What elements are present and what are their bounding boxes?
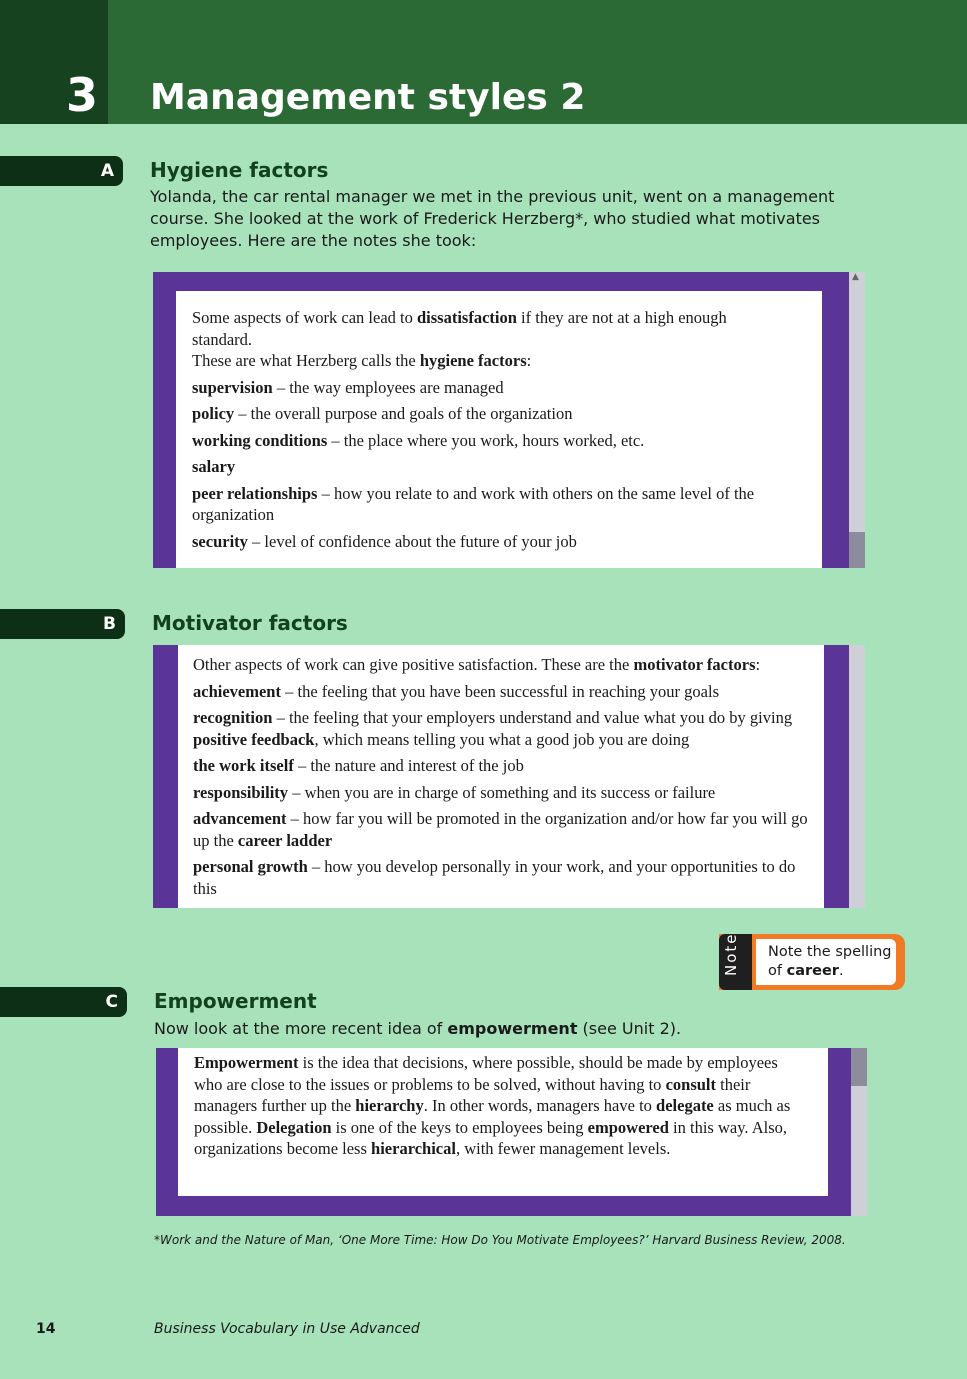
unit-number: 3 (66, 68, 99, 122)
section-tab-c (0, 987, 127, 1017)
motivator-item: responsibility – when you are in charge of something and its success or failure (193, 782, 716, 802)
key-term: Empowerment (194, 1053, 299, 1072)
hygiene-item: working conditions – the place where you work, hours worked, etc. (192, 430, 645, 450)
key-term: hierarchy (355, 1096, 424, 1115)
section-a-intro: Yolanda, the car rental manager we met in the previous unit, went on a management course. She looked at the work of Frederick Herzberg*, who studied what motivates employees. Here are the notes she took: (150, 187, 835, 250)
note-label: Note (722, 932, 740, 976)
text-segment: is the idea that decisions, where possible, should be made by employees who are close to the issues or problems to be solved, without having to (194, 1053, 778, 1094)
hygiene-item: salary (192, 457, 236, 476)
key-term: Delegation (256, 1117, 332, 1137)
text-segment: . In other words, managers have to (423, 1096, 657, 1115)
section-tab-a (0, 156, 123, 186)
note-text: Note the spelling of career. (756, 939, 896, 985)
motivator-item: personal growth – how you develop personally in your work, and your opportunities to do this (193, 857, 796, 898)
section-letter: B (103, 614, 116, 634)
text-segment: , with fewer management levels. (455, 1139, 671, 1158)
section-a-heading: Hygiene factors (150, 158, 329, 182)
unit-title: Management styles 2 (150, 77, 586, 118)
motivator-item: achievement – the feeling that you have been successful in reaching your goals (193, 681, 720, 701)
note-label-tab (719, 934, 752, 990)
scroll-thumb (851, 1048, 867, 1086)
motivator-box-scrollbar (849, 645, 865, 908)
empowerment-panel (178, 1048, 828, 1196)
key-term: empowered (587, 1117, 669, 1137)
footnote: *Work and the Nature of Man, ‘One More Time: How Do You Motivate Employees?’ Harvard Business Review, 2008. (154, 1233, 846, 1247)
hygiene-item: peer relationships – how you relate to and work with others on the same level of the organization (192, 483, 755, 524)
scroll-thumb (849, 532, 865, 568)
text-segment: as much as possible. (194, 1096, 791, 1137)
section-c-intro: Now look at the more recent idea of empowerment (see Unit 2). (154, 1019, 682, 1038)
section-letter: C (105, 992, 118, 1012)
hygiene-item: supervision – the way employees are managed (192, 377, 504, 397)
unit-header (0, 0, 967, 124)
key-term: consult (665, 1074, 716, 1094)
text-segment: in this way. Also, organizations become less (194, 1117, 788, 1158)
key-term: delegate (656, 1096, 714, 1115)
section-letter: A (100, 161, 114, 181)
text-segment: their managers further up the (194, 1074, 751, 1115)
empowerment-paragraph (194, 1052, 802, 1160)
hygiene-item: policy – the overall purpose and goals of the organization (192, 404, 573, 423)
scroll-up-icon: ▲ (852, 272, 859, 282)
motivator-item: recognition – the feeling that your employers understand and value what you do by giving positive feedback, which means telling you what a good job you are doing (193, 708, 793, 749)
book-title: Business Vocabulary in Use Advanced (154, 1321, 420, 1337)
text-segment: is one of the keys to employees being (331, 1117, 588, 1137)
motivator-item: advancement – how far you will be promoted in the organization and/or how far you will go up the career ladder (193, 809, 808, 850)
key-term: hierarchical (371, 1139, 456, 1158)
section-b-heading: Motivator factors (152, 611, 348, 635)
note-callout (719, 934, 905, 990)
hygiene-box-scrollbar (849, 272, 865, 568)
section-c-heading: Empowerment (154, 989, 317, 1013)
motivator-item: the work itself – the nature and interest of the job (193, 756, 524, 775)
hygiene-factors-panel: Some aspects of work can lead to dissatisfaction if they are not at a high enough standard. These are what Herzberg calls the hygiene factors: supervision – the way employees are managed policy – the overall purpose and goals of the organization working conditions – the place where you work, hours worked, etc. salary peer relationships – how you relate to and work with others on the same level of the organization security – level of confidence about the future of your job (176, 291, 822, 568)
page-number: 14 (36, 1321, 56, 1337)
hygiene-item: security – level of confidence about the future of your job (192, 531, 577, 551)
empowerment-box-scrollbar (851, 1048, 867, 1216)
section-tab-b (0, 609, 125, 639)
motivator-factors-panel: Other aspects of work can give positive satisfaction. These are the motivator factors: achievement – the feeling that you have been successful in reaching your goals recognition – the feeling that your employers understand and value what you do by giving positive feedback, which means telling you what a good job you are doing the work itself – the nature and interest of the job responsibility – when you are in charge of something and its success or failure advancement – how far you will be promoted in the organization and/or how far you will go up the career ladder personal growth – how you develop personally in your work, and your opportunities to do this (178, 645, 824, 908)
